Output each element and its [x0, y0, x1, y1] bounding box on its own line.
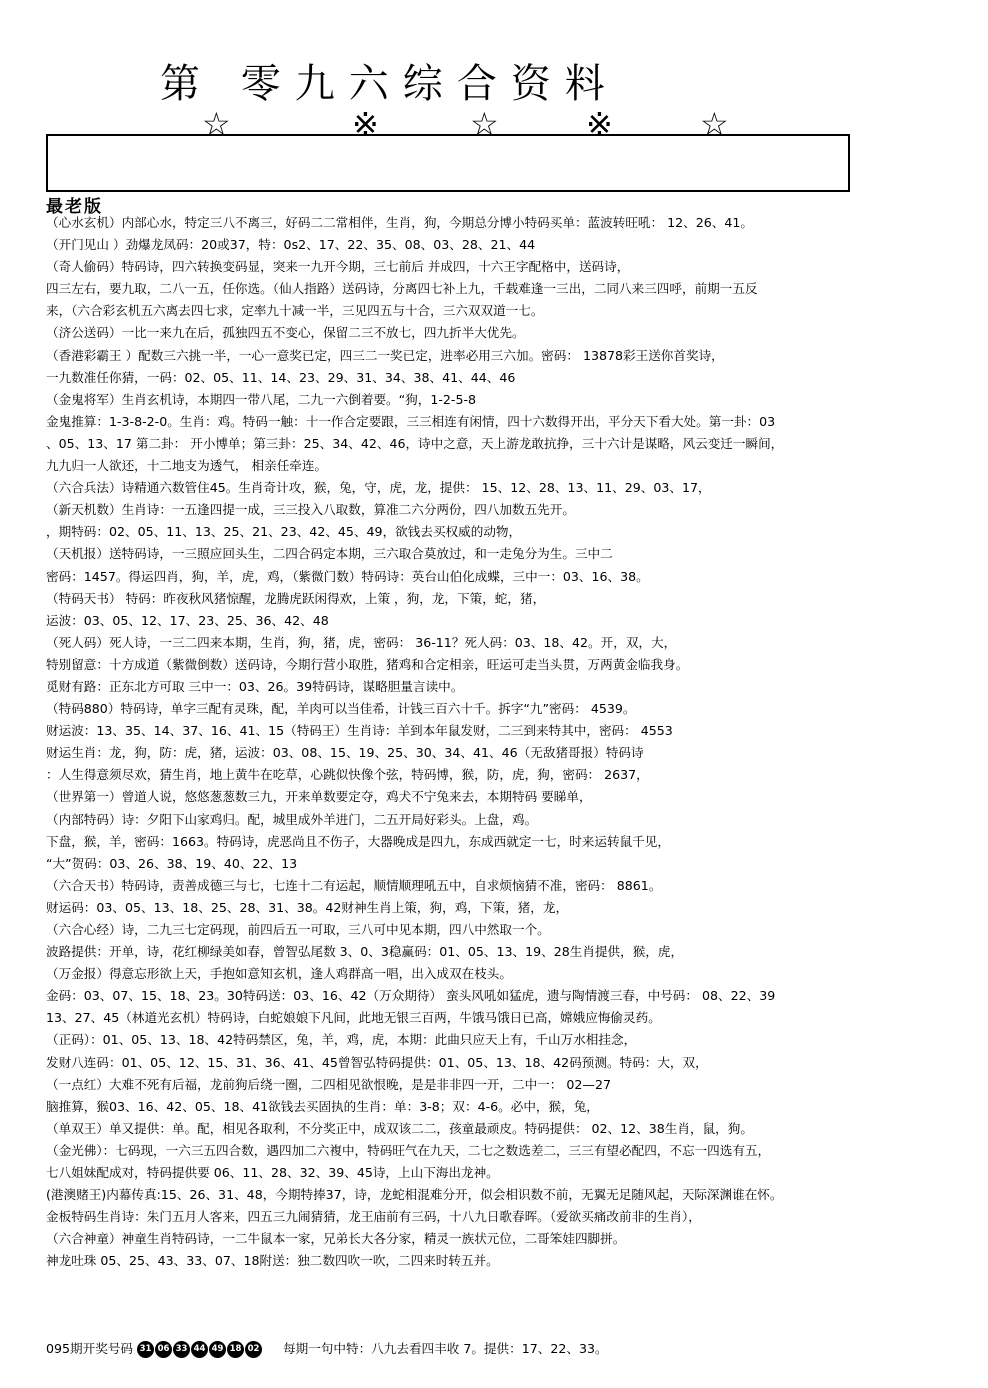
- text-line: （天机报）送特码诗，一三照应回头生，二四合码定本期，三六取合莫放过，和一走兔分为生。三中二: [46, 546, 613, 562]
- text-line: 运波：03、05、12、17、23、25、36、42、48: [46, 612, 329, 628]
- draw-number-ball: 44: [191, 1341, 208, 1358]
- content-lines: [46, 212, 988, 1273]
- text-line: （济公送码）一比一来九在后，孤独四五不变心，保留二三不放七，四九折半大优先。: [46, 325, 525, 341]
- text-line: （万金报）得意忘形欲上天，手抱如意知玄机，逢人鸡群高一唱，出入成双在枝头。: [46, 966, 512, 982]
- text-line: （死人码）死人诗，一三二四来本期，生肖，狗，猪，虎，密码： 36-11？死人码：03、18、42。开，双，大，: [46, 634, 677, 650]
- text-line: （六合神童）神童生肖特码诗，一二牛鼠本一家，兄弟长大各分家，精灵一族状元位，二哥笨娃四脚拼。: [46, 1231, 626, 1247]
- text-line: （金鬼将军）生肖玄机诗，本期四一带八尾，二九一六倒着要。“狗，1-2-5-8: [46, 391, 477, 407]
- text-line: 七八姐妹配成对，特码提供要 06、11、28、32、39、45诗，上山下海出龙神。: [46, 1165, 499, 1181]
- star-icon: ☆: [700, 105, 729, 143]
- page-title: 第 零九六综合资料: [160, 61, 619, 107]
- text-line: 13、27、45（林道光玄机）特码诗，白蛇娘娘下凡间，此地无银三百两，牛饿马饿日已高，嫦娥应悔偷灵药。: [46, 1010, 661, 1026]
- draw-number-ball: 02: [245, 1341, 262, 1358]
- text-line: （心水玄机）内部心水，特定三八不离三，好码二二常相伴，生肖，狗，今期总分博小特码买单：蓝波转旺吼： 12、26、41。: [46, 215, 753, 230]
- text-line: (港澳赌王)内幕传真:15、26、31、48，今期特捧37，诗，龙蛇相混难分开，似会相识数不前，无翼无足随风起，天际深渊谁在怀。: [46, 1187, 783, 1203]
- text-line: 财运码：03、05、13、18、25、28、31、38。42财神生肖上策，狗，鸡，下策，猪，龙，: [46, 899, 569, 915]
- text-line: “大”贺码：03、26、38、19、40、22、13: [46, 855, 298, 871]
- text-line: 一九数准任你猜，一码：02、05、11、14、23、29、31、34、38、41、44、46: [46, 369, 516, 385]
- draw-result: [46, 1338, 608, 1360]
- text-line: 下盘，猴，羊，密码：1663。特码诗，虎恶尚且不伤子，大器晚成是四九，东成西就定一七，时来运转鼠千见，: [46, 833, 670, 849]
- star-icon: ☆: [202, 105, 231, 143]
- text-line: 密码：1457。得运四肖，狗，羊，虎，鸡，（紫微门数）特码诗：英台山伯化成蝶，三中一：03、16、38。: [46, 568, 649, 584]
- text-line: 神龙吐珠 05、25、43、33、07、18附送：独二数四吹一吹，二四来时转五并。: [46, 1253, 499, 1269]
- text-line: ：人生得意须尽欢，猜生肖，地上黄牛在吃草，心跳似快像个弦，特码博，猴，防，虎，狗，密码： 2637，: [46, 767, 649, 783]
- text-line: （奇人偷码）特码诗，四六转换变码显，突来一九开今期，三七前后 并成四，十六王字配格中，送码诗，: [46, 259, 630, 275]
- draw-text: 每期一句中特：八九去看四丰收 7。提供：17、22、33。: [283, 1341, 608, 1356]
- draw-number-ball: 33: [173, 1341, 190, 1358]
- text-line: 财运波：13、35、14、37、16、41、15（特码王）生肖诗：羊到本年鼠发财，二三到来特其中，密码： 4553: [46, 723, 673, 739]
- draw-number-ball: 31: [137, 1341, 154, 1358]
- text-line: 九九归一人欲还，十二地支为透气， 相亲任牵连。: [46, 458, 328, 474]
- empty-banner-box: [46, 134, 850, 192]
- text-line: 金码：03、07、15、18、23。30特码送：03、16、42（万众期待） 蛮头风吼如猛虎，遗与陶情渡三春，中号码： 08、22、39: [46, 988, 776, 1004]
- text-line: （金光佛）：七码现，一六三五四合数，遇四加二六複中，特码旺气在九天，二七之数选差二，三三有望必配四，不忘一四选有五，: [46, 1142, 771, 1158]
- text-line: 财运生肖：龙，狗，防：虎，猪，运波：03、08、15、19、25、30、34、41、46（无敌猪哥报）特码诗: [46, 745, 644, 761]
- text-line: （六合天书）特码诗，责善成德三与七，七连十二有运起，顺情顺理吼五中，自求烦恼猜不准，密码： 8861。: [46, 877, 662, 893]
- text-line: （内部特码）诗：夕阳下山家鸡归。配，城里成外羊进门，二五开局好彩头。上盘，鸡。: [46, 811, 538, 827]
- text-line: 脑推算，猴03、16、42、05、18、41欲钱去买固执的生肖：单：3-8；双：4-6。必中，猴，兔，: [46, 1098, 599, 1114]
- text-line: （一点红）大难不死有后福，龙前狗后绕一圈，二四相见欲恨晚，是是非非四一开，二中一： 02—27: [46, 1076, 611, 1092]
- text-line: （新天机数）生肖诗：一五逢四提一成，三三投入八取数，算准二六分两份，四八加数五先开。: [46, 502, 575, 518]
- text-line: （正码）：01、05、13、18、42特码禁区，兔，羊，鸡，虎，本期：此曲只应天上有，千山万水相挂念，: [46, 1032, 637, 1048]
- star-icon: ☆: [470, 105, 499, 143]
- asterisk-icon: ※: [352, 105, 379, 143]
- text-line: （特码天书） 特码：昨夜秋风猪惊醒，龙腾虎跃闲得欢，上策 ，狗，龙，下策，蛇，猪，: [46, 590, 546, 606]
- draw-number-ball: 18: [227, 1341, 244, 1358]
- text-line: 觅财有路：正东北方可取 三中一：03、26。39特码诗，谋略胆量言读中。: [46, 678, 464, 694]
- draw-number-ball: 06: [155, 1341, 172, 1358]
- text-line: （单双王）单又提供：单。配，相见各取利，不分奖正中，成双该二二，孩童最顽皮。特码提供： 02、12、38生肖，鼠，狗。: [46, 1120, 753, 1136]
- asterisk-icon: ※: [586, 105, 613, 143]
- draw-balls: [137, 1341, 263, 1358]
- text-line: 金板特码生肖诗：朱门五月人客来，四五三九闹猜猜，龙王庙前有三码，十八九日歌春晖。（爱欲买痛改前非的生肖），: [46, 1209, 701, 1225]
- text-line: （香港彩霸王 ）配数三六挑一半，一心一意奖已定，四三二一奖已定，进率必用三六加。密码： 13878彩王送你首奖诗，: [46, 347, 724, 363]
- text-line: 发财八连码：01、05、12、15、31、36、41、45曾智弘特码提供：01、05、13、18、42码预测。特码：大，双，: [46, 1054, 708, 1070]
- draw-number-ball: 49: [209, 1341, 226, 1358]
- edition-label: 最老版: [46, 197, 103, 217]
- text-line: 波路提供：开单，诗，花红柳绿美如春，曾智弘尾数 3、0、3稳赢码：01、05、13、19、28生肖提供，猴，虎，: [46, 944, 684, 960]
- text-line: ，期特码：02、05、11、13、25、21、23、42、45、49，欲钱去买权威的动物，: [46, 524, 522, 540]
- text-line: （六合兵法）诗精通六数管住45。生肖奇计攻，猴，兔，守，虎，龙，提供： 15、12、28、13、11、29、03、17，: [46, 480, 711, 496]
- draw-label: 095期开奖号码: [46, 1341, 134, 1356]
- text-line: （世界第一）曾道人说，悠悠葱葱数三九，开来单数要定夺，鸡犬不宁兔来去，本期特码 要睇单，: [46, 789, 592, 805]
- text-line: 、05、13、17 第二卦： 开小博单；第三卦：25、34、42、46，诗中之意，天上游龙敢抗挣，三十六计是谋略，风云变迁一瞬间，: [46, 435, 784, 451]
- text-line: 来，（六合彩玄机五六离去四七求，定率九十减一半，三见四五与十合，三六双双道一七。: [46, 303, 544, 319]
- text-line: 特别留意：十方成道（紫微倒数）送码诗，今期行营小取胜，猪鸡和合定相亲，旺运可走当头贯，万两黄金临我身。: [46, 656, 689, 672]
- text-line: 金鬼推算：1-3-8-2-0。生肖：鸡。特码一触：十一作合定要跟，三三相连有闲情，四十六数得开出，平分天下看大处。第一卦：03: [46, 413, 776, 429]
- text-line: 四三左右，要九取，二八一五，任你选。（仙人指路）送码诗，分离四七补上九，千载难逢一三出，二同八来三四呼，前期一五反: [46, 281, 758, 297]
- text-line: （六合心经）诗，二九三七定码现，前四后五一可取，三八可中见本期，四八中然取一个。: [46, 922, 550, 937]
- text-line: （开门见山 ）劲爆龙凤码：20或37，特：0s2、17、22、35、08、03、28、21、44: [46, 237, 536, 253]
- text-line: （特码880）特码诗，单字三配有灵珠，配，羊肉可以当佳希，计钱三百六十千。拆字“九”密码： 4539。: [46, 701, 636, 717]
